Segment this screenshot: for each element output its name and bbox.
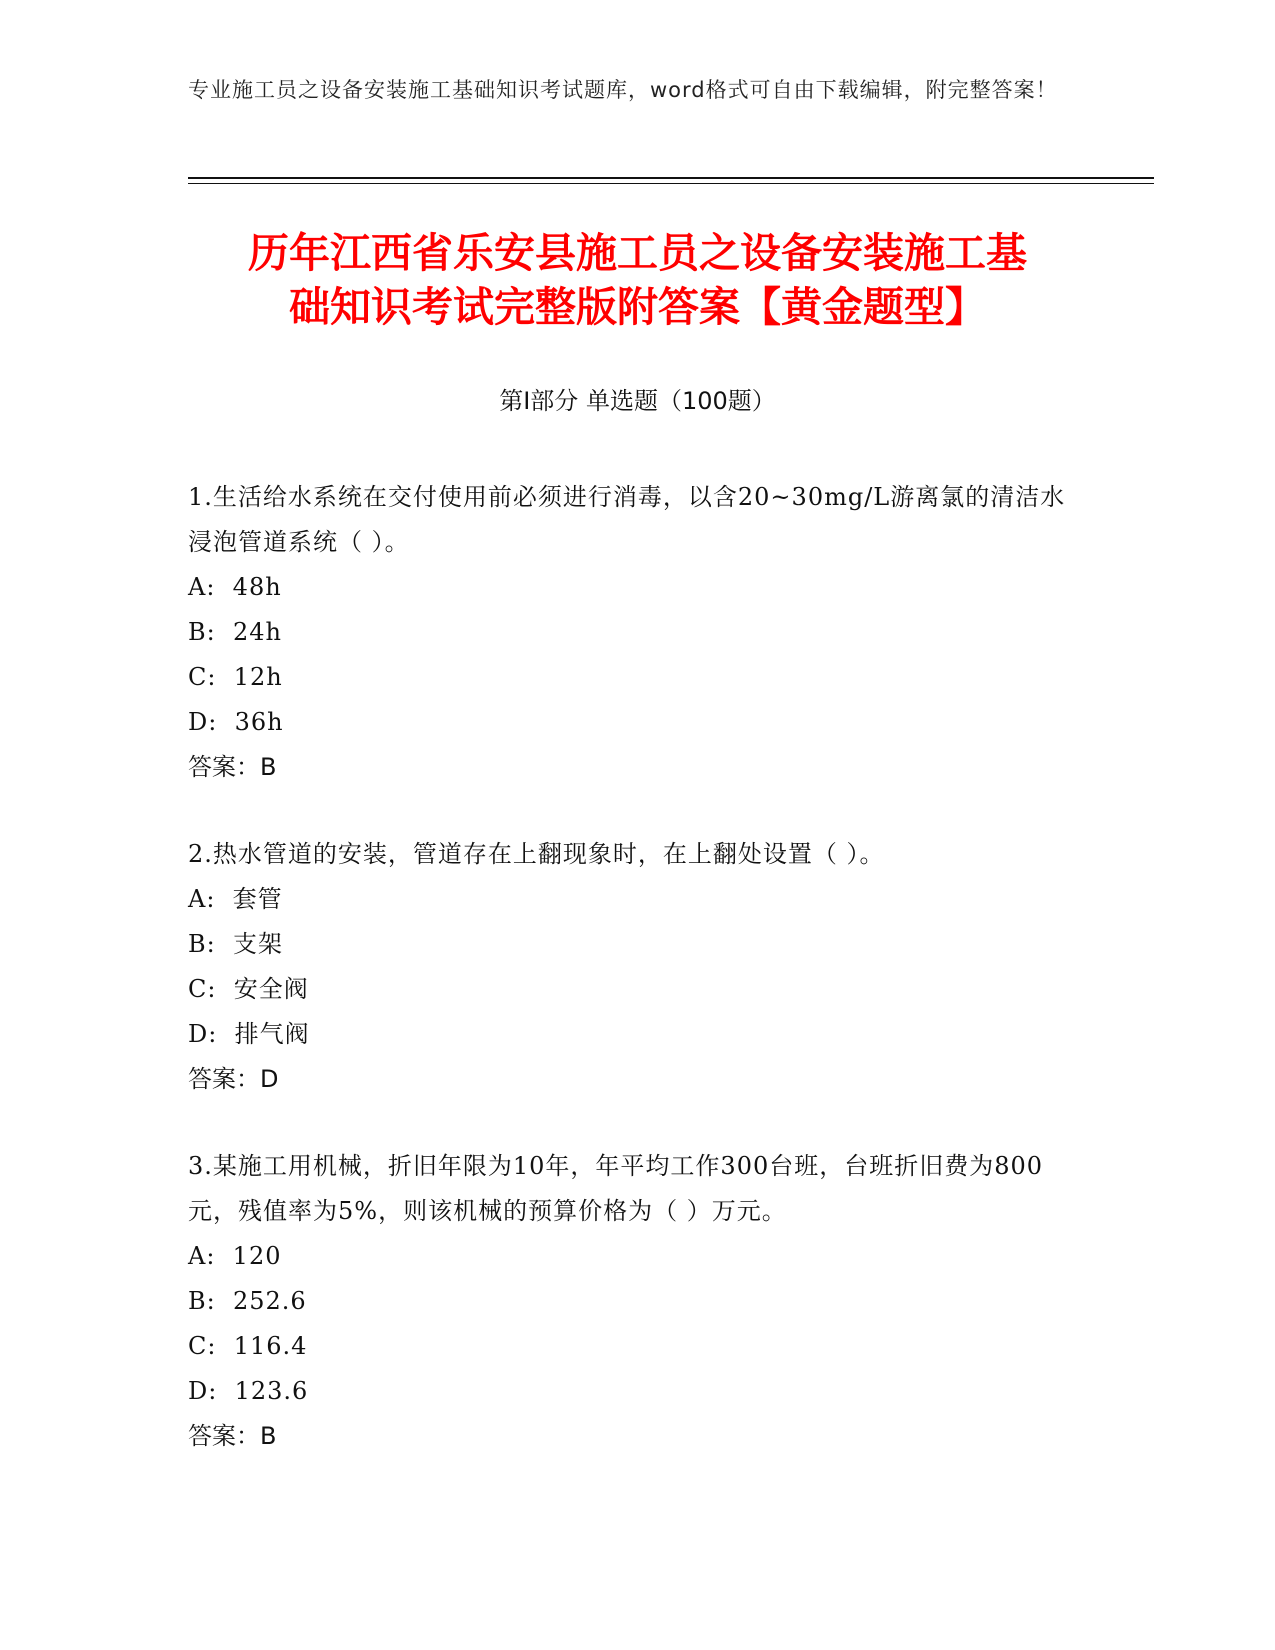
option-b: B: 支架 [188, 930, 283, 958]
option-d: D: 36h [188, 708, 284, 736]
title-line-1: 历年江西省乐安县施工员之设备安装施工基 [248, 229, 1027, 277]
document-title [160, 226, 1115, 334]
header-note: 专业施工员之设备安装施工基础知识考试题库，word格式可自由下载编辑，附完整答案！ [188, 78, 1058, 102]
question-3 [188, 1144, 1078, 1459]
option-c: C: 安全阀 [188, 975, 309, 1003]
option-c: C: 116.4 [188, 1332, 308, 1360]
question-1 [188, 475, 1078, 790]
answer-line: 答案：D [188, 1065, 279, 1093]
option-a: A: 套管 [188, 885, 283, 913]
option-d: D: 123.6 [188, 1377, 309, 1405]
title-line-2: 础知识考试完整版附答案【黄金题型】 [289, 283, 986, 331]
header-divider-thin [188, 183, 1154, 184]
option-a: A: 48h [188, 573, 282, 601]
question-stem: 1.生活给水系统在交付使用前必须进行消毒，以含20~30mg/L游离氯的清洁水浸泡管道系统（ ）。 [188, 483, 1066, 556]
question-list [188, 475, 1078, 1501]
option-a: A: 120 [188, 1242, 282, 1270]
option-c: C: 12h [188, 663, 283, 691]
section-heading: 第Ⅰ部分 单选题（100题） [499, 387, 776, 415]
header-divider-thick [188, 177, 1154, 179]
question-stem: 3.某施工用机械，折旧年限为10年，年平均工作300台班，台班折旧费为800元，残值率为5%，则该机械的预算价格为（ ）万元。 [188, 1152, 1044, 1225]
option-b: B: 24h [188, 618, 282, 646]
question-2 [188, 832, 1078, 1102]
question-stem: 2.热水管道的安装，管道存在上翻现象时，在上翻处设置（ ）。 [188, 840, 885, 868]
answer-line: 答案：B [188, 753, 277, 781]
answer-line: 答案：B [188, 1422, 277, 1450]
option-b: B: 252.6 [188, 1287, 307, 1315]
option-d: D: 排气阀 [188, 1020, 310, 1048]
